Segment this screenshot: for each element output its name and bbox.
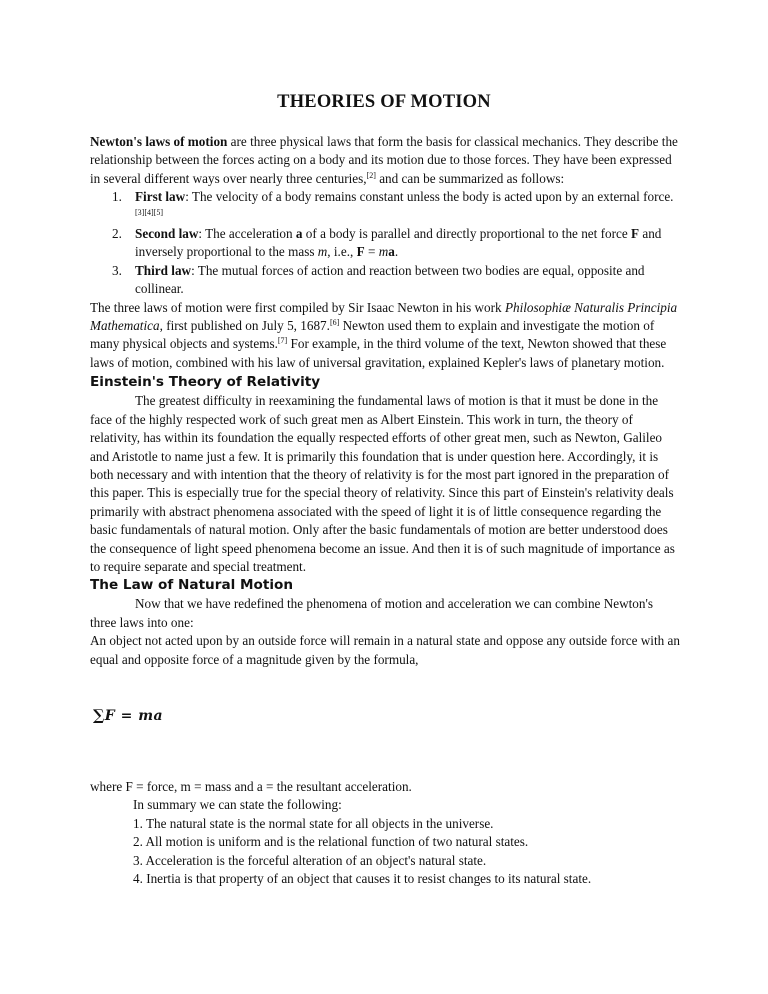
list-number: 2. <box>112 226 122 242</box>
summary-section <box>90 778 690 888</box>
formula-text: F = ma <box>104 708 164 724</box>
list-item: 4. Inertia is that property of an object that causes it to resist changes to its natural state. <box>133 871 592 887</box>
citation[interactable]: [2] <box>366 170 376 180</box>
list-number: 3. <box>112 262 122 278</box>
intro-paragraph <box>90 133 680 188</box>
citation[interactable]: [6] <box>329 318 340 328</box>
intro-bold-term: Newton's laws of motion <box>90 134 228 149</box>
law-text: : The mutual forces of action and reaction between two bodies are equal, opposite and collinear. <box>135 262 645 297</box>
paragraph-text: , first published on July 5, 1687. <box>159 318 330 334</box>
symbol-f: F <box>356 244 365 260</box>
intro-text-2: and can be summarized as follows: <box>375 170 565 186</box>
symbol-m: m <box>317 244 328 260</box>
law-text: = <box>364 244 379 260</box>
law-text: : The velocity of a body remains constant unless the body is acted upon by an external force. <box>185 189 674 205</box>
list-item-third-law <box>90 262 680 299</box>
where-line: where F = force, m = mass and a = the resultant acceleration. <box>90 779 412 794</box>
citation[interactable]: [7] <box>277 336 288 346</box>
law-name: Second law <box>135 226 199 242</box>
summary-list <box>90 815 690 889</box>
paragraph-text: For example, in the third volume of the text, Newton showed that these laws of motion, combined with his law of universal gravitation, explained Kepler's laws of planetary motion. <box>90 336 667 370</box>
law-text: : The acceleration <box>198 226 296 242</box>
natural-paragraph-1: Now that we have redefined the phenomena of motion and acceleration we can combine Newton's three laws into one: <box>90 596 653 630</box>
symbol-a: a <box>295 226 303 242</box>
page-title: THEORIES OF MOTION <box>277 92 491 112</box>
laws-list <box>90 188 680 298</box>
list-item: 1. The natural state is the normal state for all objects in the universe. <box>133 815 494 831</box>
section-heading-natural-motion: The Law of Natural Motion <box>90 577 294 594</box>
einstein-paragraph: The greatest difficulty in reexamining the fundamental laws of motion is that it must be done in the face of the highly respected work of such great men as Albert Einstein. This work in turn, the theory of relativity, has within its foundation the equally respected efforts of other great men, such as Newton, Galileo and Aristotle to name just a few. It is primarily this foundation that is under question here. Accordingly, it is both necessary and with intention that the theory of relativity is for the most part ignored in the preparation of this paper. This is especially true for the special theory of relativity. Since this part of Einstein's relativity deals primarily with abstract phenomena associated with the speed of light it is of little consequence regarding the basic fundamentals of natural motion. Only after the basic fundamentals of motion are better understood does the consequence of light speed phenomena become an issue. And then it is of such magnitude of importance as to require separate and special treatment. <box>90 393 675 574</box>
citation[interactable]: [3][4][5] <box>135 207 163 217</box>
paragraph-text: The three laws of motion were first compiled by Sir Isaac Newton in his work <box>90 299 505 315</box>
law-text: of a body is parallel and directly proportional to the net force <box>302 226 631 242</box>
list-item: 2. All motion is uniform and is the relational function of two natural states. <box>133 834 529 850</box>
natural-paragraph-2: An object not acted upon by an outside force will remain in a natural state and oppose any outside force with an equal and opposite force of a magnitude given by the formula, <box>90 633 680 667</box>
formula <box>93 706 163 725</box>
list-item: 3. Acceleration is the forceful alteration of an object's natural state. <box>133 852 487 868</box>
symbol-a: a <box>388 244 395 260</box>
sigma-symbol: ∑ <box>93 706 105 724</box>
summary-lead: In summary we can state the following: <box>133 797 342 813</box>
list-number: 1. <box>112 189 122 205</box>
law-text: . <box>394 244 399 260</box>
compiled-paragraph <box>90 299 680 373</box>
section-heading-einstein: Einstein's Theory of Relativity <box>90 374 321 391</box>
list-item-first-law <box>90 188 680 225</box>
intro-text: are three physical laws that form the basis for classical mechanics. They describe the relationship between the forces acting on a body and its motion due to those forces. They have been expressed in several different ways over nearly three centuries, <box>90 134 678 186</box>
newton-section <box>90 133 680 669</box>
book-title: Philosophiæ Naturalis Principia Mathematica <box>90 299 678 334</box>
symbol-f: F <box>630 226 640 242</box>
list-item-second-law <box>90 225 680 262</box>
law-text: and inversely proportional to the mass <box>135 226 662 260</box>
law-name: Third law <box>135 262 192 278</box>
symbol-m: m <box>378 244 389 260</box>
law-text: , i.e., <box>327 244 357 260</box>
paragraph-text: Newton used them to explain and investigate the motion of many physical objects and systems. <box>90 318 655 352</box>
law-name: First law <box>135 189 186 205</box>
